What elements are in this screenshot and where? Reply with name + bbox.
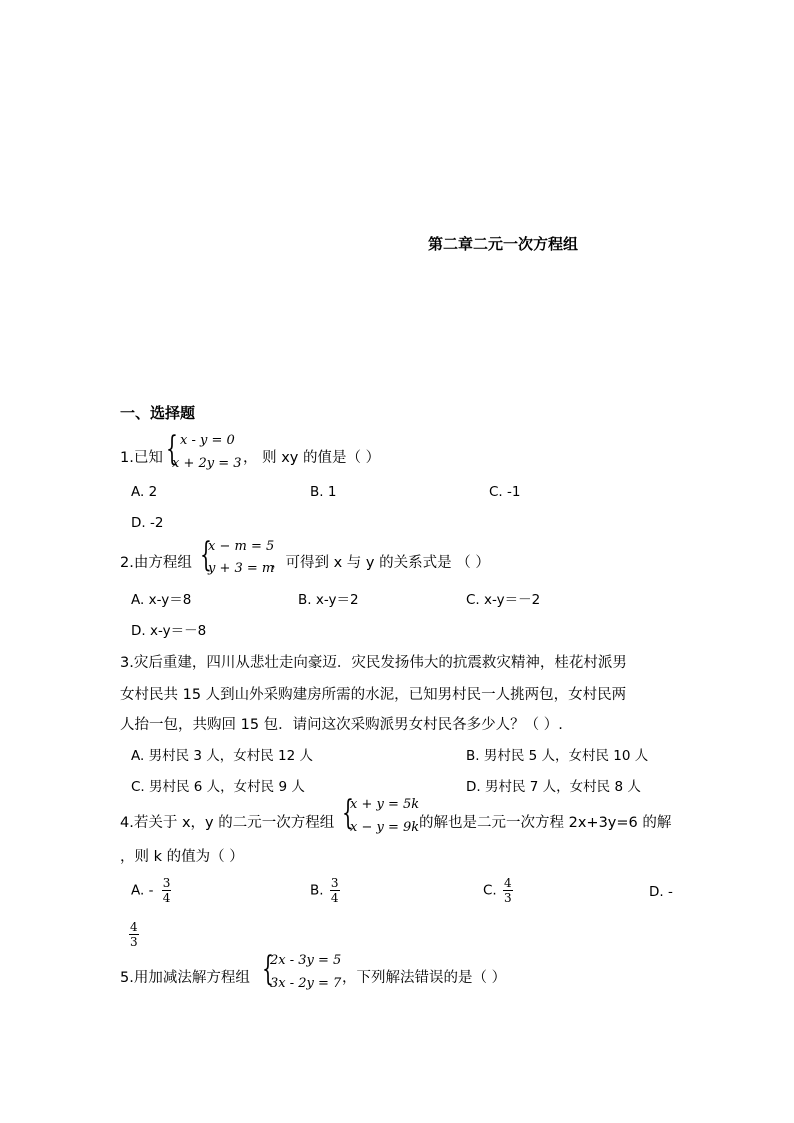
question-5-suffix: ，下列解法错误的是（ ） xyxy=(342,970,507,986)
option-b: B. 1 xyxy=(310,484,337,500)
option-a: A. 2 xyxy=(131,484,158,500)
option-d-label: D. - xyxy=(649,884,673,900)
question-2-suffix: ，可得到 x 与 y 的关系式是 （ ） xyxy=(271,555,490,571)
question-4-suffix: 的解也是二元一次方程 2x+3y=6 的解 xyxy=(419,815,672,831)
brace-symbol: { xyxy=(166,429,178,469)
fraction xyxy=(330,876,340,905)
brace-symbol: { xyxy=(262,949,274,989)
question-4-equation-2: x − y = 9k xyxy=(350,820,420,835)
option-c: C. x-y＝－2 xyxy=(466,592,541,608)
fraction xyxy=(503,876,513,905)
fraction xyxy=(129,920,139,949)
page-title: 第二章二元一次方程组 xyxy=(428,235,579,253)
question-2-prefix: 2.由方程组 xyxy=(120,555,192,571)
question-1-equation-2: x + 2y = 3 xyxy=(172,456,242,471)
option-c xyxy=(483,876,513,905)
option-d: D. 男村民 7 人，女村民 8 人 xyxy=(466,779,641,795)
option-c: C. 男村民 6 人，女村民 9 人 xyxy=(131,779,305,795)
question-3-line-1: 3.灾后重建，四川从悲壮走向豪迈．灾民发扬伟大的抗震救灾精神，桂花村派男 xyxy=(120,655,627,671)
option-label: B. xyxy=(310,882,324,899)
question-3-line-2: 女村民共 15 人到山外采购建房所需的水泥，已知男村民一人挑两包，女村民两 xyxy=(120,687,627,703)
option-d-fraction xyxy=(129,920,139,949)
question-5-equation-1: 2x - 3y = 5 xyxy=(270,953,342,968)
option-label: A. - xyxy=(131,882,154,899)
option-a xyxy=(131,876,171,905)
option-b: B. 男村民 5 人，女村民 10 人 xyxy=(466,748,649,764)
question-4-line-2: ，则 k 的值为（ ） xyxy=(120,849,244,865)
question-2-equation-2: y + 3 = m xyxy=(208,561,275,576)
brace-symbol: { xyxy=(342,793,354,833)
question-5-equation-2: 3x - 2y = 7 xyxy=(270,976,342,991)
option-c: C. -1 xyxy=(489,484,521,500)
question-2-equation-1: x − m = 5 xyxy=(208,539,275,554)
question-1-equation-1: x - y = 0 xyxy=(180,433,235,448)
option-b: B. x-y＝2 xyxy=(298,592,359,608)
question-4-equation-1: x + y = 5k xyxy=(350,797,420,812)
question-1-suffix: ， 则 xy 的值是（ ） xyxy=(243,450,381,466)
option-b xyxy=(310,876,340,905)
fraction-denominator: 3 xyxy=(504,891,512,905)
fraction xyxy=(162,876,172,905)
section-heading: 一、选择题 xyxy=(120,404,196,422)
fraction-numerator: 4 xyxy=(130,920,138,934)
option-d: D. x-y＝－8 xyxy=(131,623,207,639)
option-d: D. -2 xyxy=(131,515,164,531)
option-label: C. xyxy=(483,882,497,899)
fraction-denominator: 4 xyxy=(162,891,171,905)
fraction-denominator: 4 xyxy=(330,891,339,905)
fraction-numerator: 3 xyxy=(330,876,339,890)
question-4-prefix: 4.若关于 x，y 的二元一次方程组 xyxy=(120,815,335,831)
question-1-prefix: 1.已知 xyxy=(120,450,163,466)
brace-symbol: { xyxy=(200,535,212,575)
fraction-numerator: 3 xyxy=(162,876,171,890)
fraction-denominator: 3 xyxy=(130,935,138,949)
question-5-prefix: 5.用加减法解方程组 xyxy=(120,970,250,986)
option-a: A. x-y＝8 xyxy=(131,592,192,608)
question-3-line-3: 人抬一包，共购回 15 包．请问这次采购派男女村民各多少人？（ ）. xyxy=(120,717,563,733)
option-a: A. 男村民 3 人，女村民 12 人 xyxy=(131,748,314,764)
fraction-numerator: 4 xyxy=(504,876,512,890)
